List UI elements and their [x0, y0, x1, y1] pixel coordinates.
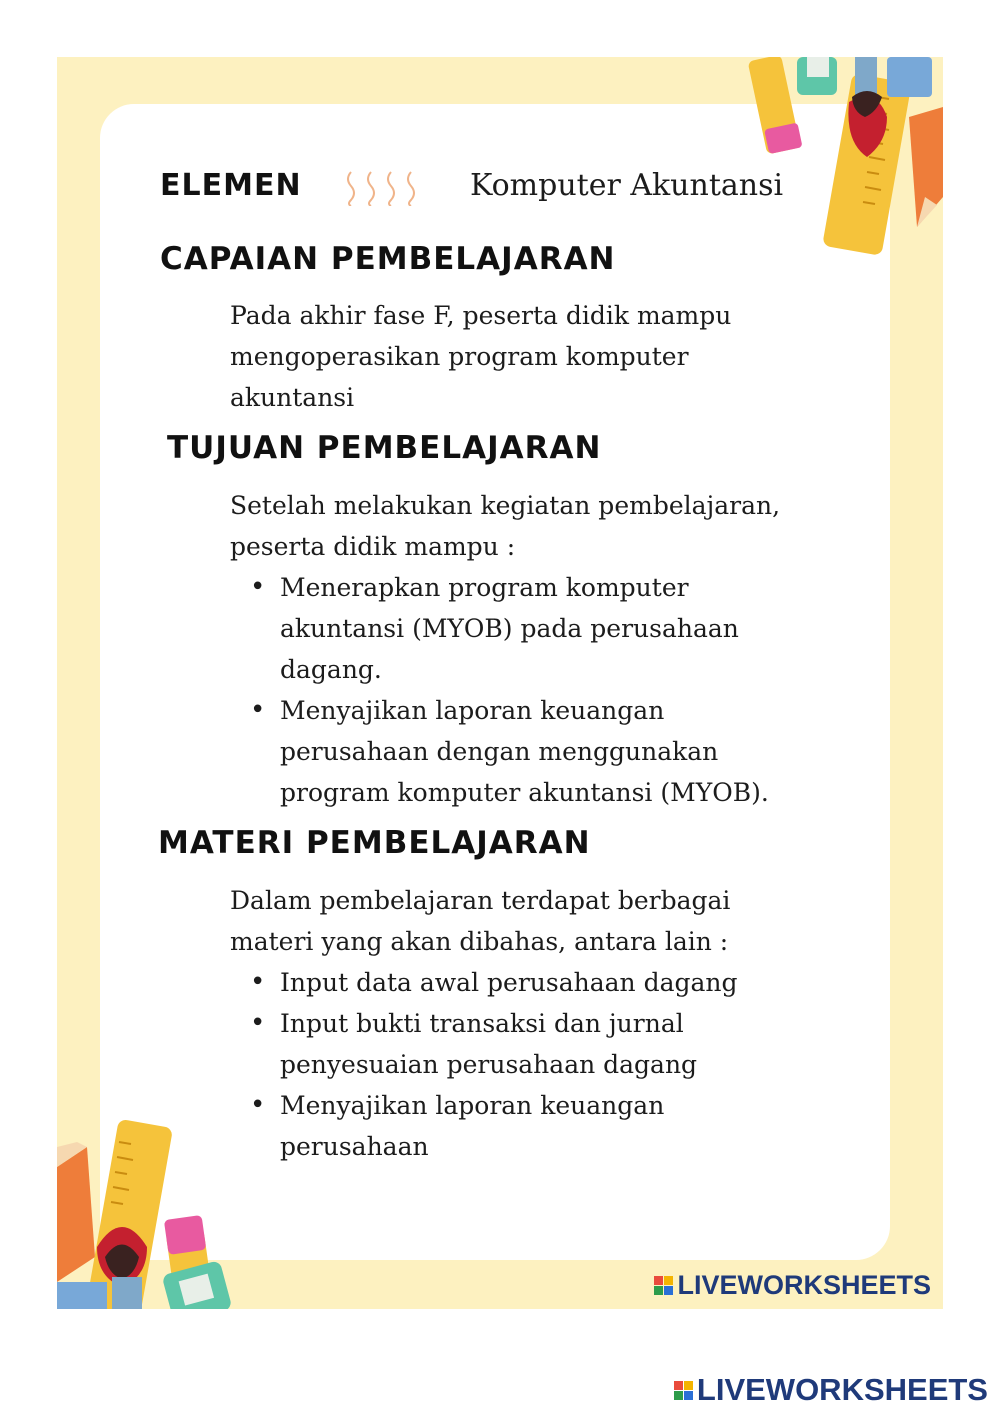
tujuan-body [230, 485, 780, 813]
list-item-line: program komputer akuntansi (MYOB). [280, 778, 769, 807]
list-item-line: • Input bukti transaksi dan jurnal [280, 1009, 684, 1038]
list-item-line: akuntansi (MYOB) pada perusahaan [280, 614, 739, 643]
tujuan-intro-line: Setelah melakukan kegiatan pembelajaran, [230, 491, 781, 520]
list-item-line: • Menerapkan program komputer [280, 573, 689, 602]
capaian-line: mengoperasikan program komputer [230, 342, 689, 371]
list-item-line: • Menyajikan laporan keuangan [280, 1091, 665, 1120]
tujuan-list [230, 567, 780, 813]
liveworksheets-watermark [654, 1270, 931, 1301]
list-item-line: • Menyajikan laporan keuangan [280, 696, 665, 725]
capaian-heading: CAPAIAN PEMBELAJARAN [160, 241, 616, 277]
list-item [230, 1003, 738, 1085]
materi-list [230, 962, 738, 1167]
element-label: ELEMEN [160, 168, 302, 203]
list-item-line: dagang. [280, 655, 382, 684]
wavy-lines-icon [343, 170, 427, 206]
materi-heading: MATERI PEMBELAJARAN [158, 825, 591, 861]
materi-intro-line: Dalam pembelajaran terdapat berbagai [230, 886, 731, 915]
tujuan-intro-line: peserta didik mampu : [230, 532, 516, 561]
list-item [230, 962, 738, 1003]
capaian-line: Pada akhir fase F, peserta didik mampu [230, 301, 732, 330]
capaian-line: akuntansi [230, 383, 355, 412]
list-item-line: perusahaan [280, 1132, 429, 1161]
list-item [230, 567, 780, 690]
watermark-text: LIVEWORKSHEETS [677, 1270, 931, 1300]
liveworksheets-footer-link[interactable] [674, 1372, 988, 1408]
list-item-line: perusahaan dengan menggunakan [280, 737, 719, 766]
list-item [230, 690, 780, 813]
materi-intro-line: materi yang akan dibahas, antara lain : [230, 927, 729, 956]
list-item-line: • Input data awal perusahaan dagang [280, 968, 738, 997]
stationery-decoration-top-right-icon [737, 57, 943, 277]
tujuan-heading: TUJUAN PEMBELAJARAN [167, 430, 602, 466]
stationery-decoration-bottom-left-icon [57, 1107, 257, 1309]
list-item [230, 1085, 738, 1167]
materi-body [230, 880, 738, 1167]
list-item-line: penyesuaian perusahaan dagang [280, 1050, 698, 1079]
capaian-body [230, 295, 731, 418]
liveworksheets-logo-icon [674, 1381, 693, 1400]
footer-brand-text: LIVEWORKSHEETS [696, 1372, 988, 1407]
subject-title: Komputer Akuntansi [470, 168, 784, 203]
liveworksheets-logo-icon [654, 1276, 673, 1295]
